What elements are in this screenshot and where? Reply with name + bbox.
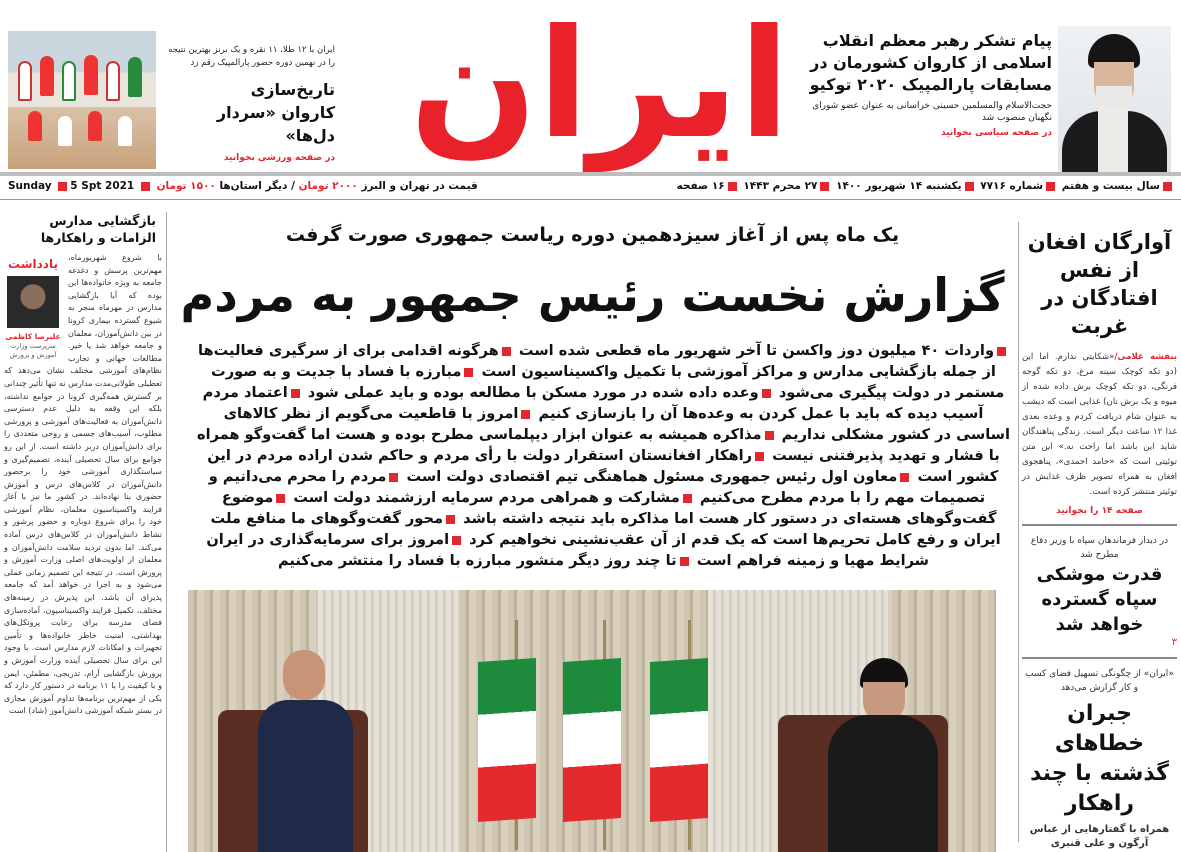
afghan-story-body <box>1022 350 1177 500</box>
lead-bullet: محور گفت‌وگوهای ما منافع ملت ایران و رفع کامل تحریم‌ها است که یک قدم از آن عقب‌نشینی نخواهیم کرد <box>210 510 1001 548</box>
bullet-square-icon <box>389 473 398 482</box>
issue-number: شماره ۷۷۱۶ <box>980 180 1044 192</box>
business-story-sub: همراه با گفتارهایی از عباس آرگون و علی قنبری <box>1029 824 1170 849</box>
volume: سال بیست و هفتم <box>1061 180 1160 192</box>
lead-bullet: امروز برای سرمایه‌گذاری در ایران شرایط مهیا و زمینه فراهم است <box>206 531 930 569</box>
sports-teaser[interactable] <box>165 44 335 163</box>
price-other: ۱۵۰۰ تومان <box>156 180 216 192</box>
lead-bullet: راهکار افغانستان استقرار دولت با رأی مردم و حاکم شدن اراده مردم در این کشور است <box>207 447 999 485</box>
sports-title-2: کاروان «سردار دل‌ها» <box>216 103 335 145</box>
bullet-square-icon <box>997 347 1006 356</box>
bullet-square-icon <box>291 389 300 398</box>
hijri-date: ۲۷ محرم ۱۴۴۳ <box>743 180 818 192</box>
leader-photo <box>1058 26 1171 176</box>
page-count: ۱۶ صفحه <box>676 180 725 192</box>
sports-read-more-link[interactable]: در صفحه ورزشی بخوانید <box>223 153 335 163</box>
afghan-story-title[interactable]: آوارگان افغان از نفس افتادگان در غربت <box>1027 230 1172 338</box>
price-dateline <box>8 180 478 192</box>
right-column <box>1022 228 1177 851</box>
header-rule <box>0 172 1181 176</box>
bullet-square-icon <box>452 536 461 545</box>
persian-date: یکشنبه ۱۴ شهریور ۱۴۰۰ <box>836 180 962 192</box>
bullet-square-icon <box>276 494 285 503</box>
bullet-square-icon <box>765 431 774 440</box>
story-separator <box>1022 657 1177 659</box>
lead-bullet: مردم را محرم می‌دانیم و تصمیمات مهم را با مردم مطرح می‌کنیم <box>208 468 986 506</box>
bullet-square-icon <box>680 557 689 566</box>
lead-kicker: یک ماه پس از آغاز سیزدهمین دوره ریاست جمهوری صورت گرفت <box>285 224 900 246</box>
olympic-team-photo <box>8 31 156 169</box>
lead-bullet: مبارزه با فساد با جدیت و به صورت مستمر در دولت پیگیری می‌شود <box>211 363 1005 401</box>
afghan-read-more-link[interactable]: صفحه ۱۴ را بخوانید <box>1056 506 1143 516</box>
lead-bullet: تا چند روز دیگر منشور مبارزه با فساد را منتشر می‌کنیم <box>277 552 677 569</box>
english-date: 5 Spt 2021 <box>70 180 135 192</box>
note-label: یادداشت <box>8 257 58 271</box>
bullet-square-icon <box>755 452 764 461</box>
president-interview-photo <box>188 590 996 852</box>
editorial-text-intro: با شروع شهریورماه، مهم‌ترین پرسش و دغدغه جامعه به ویژه خانواده‌ها این بوده که آیا بازگشایی مدارس در مهرماه منجر به شیوع گسترده بیماری کرونا در بین دانش‌آموزان، معلمان و جامعه <box>68 253 162 351</box>
author-photo <box>7 276 59 328</box>
author-box <box>4 256 62 360</box>
price-tehran: ۲۰۰۰ تومان <box>298 180 358 192</box>
lead-bullet: مشارکت و همراهی مردم سرمایه ارزشمند دولت است <box>293 489 680 506</box>
bullet-square-icon <box>521 410 530 419</box>
lead-bullet: موضوع گفت‌وگوهای هسته‌ای در دستور کار هست اما مذاکره باید نتیجه داشته باشد <box>221 489 997 527</box>
author-role: سرپرست وزارت آموزش و پرورش <box>9 342 57 359</box>
lead-bullet: واردات ۴۰ میلیون دوز واکسن تا آخر شهریور ماه قطعی شده است <box>518 342 995 359</box>
leader-teaser[interactable] <box>800 30 1052 138</box>
column-divider <box>166 212 167 852</box>
english-weekday: Sunday <box>8 180 52 192</box>
leader-title: پیام تشکر رهبر معظم انقلاب اسلامی از کاروان کشورمان در مسابقات پارالمپیک ۲۰۲۰ توکیو <box>809 31 1052 94</box>
leader-sub: حجت‌الاسلام والمسلمین حسینی خراسانی به عنوان عضو شورای نگهبان منصوب شد <box>812 101 1052 123</box>
editorial-body <box>4 252 162 718</box>
lead-headline[interactable]: گزارش نخست رئیس جمهور به مردم <box>180 268 1005 322</box>
business-story-kicker: «ایران» از چگونگی تسهیل فضای کسب و کار گزارش می‌دهد <box>1025 669 1174 693</box>
newspaper-logo <box>409 0 790 172</box>
afghan-story-author: بنفشه غلامی/ <box>1114 352 1177 362</box>
bullet-square-icon <box>464 368 473 377</box>
lead-bullet: مذاکره همیشه به عنوان ابزار دیپلماسی مطرح بوده و هست اما گفت‌وگو همراه با فشار و تهدید پذیرفتنی نیست <box>196 426 1000 464</box>
editorial-title: بازگشایی مدارس الزامات و راهکارها <box>40 213 156 245</box>
bullet-square-icon <box>683 494 692 503</box>
lead-bullets <box>196 340 1011 571</box>
dateline-rule <box>0 199 1181 200</box>
lead-bullet: امروز با قاطعیت می‌گویم از نظر کالاهای اساسی در کشور مشکلی نداریم <box>223 405 1011 443</box>
missile-story-page: ۳ <box>1171 637 1177 648</box>
lead-bullet: وعده داده شده در مورد مسکن با مطالعه بوده و باید عملی شود <box>307 384 759 401</box>
bullet-square-icon <box>900 473 909 482</box>
column-divider <box>1018 222 1019 842</box>
price-label: قیمت در تهران و البرز <box>361 180 478 192</box>
editorial-text-body: خواهد شد یا خیر. مطالعات جهانی و تجارب نظام‌های آموزشی مختلف نشان می‌دهد که تعطیلی طولانی‌مدت مدارس نه تنها تأثیر چندانی بر گسترش همه‌گیری کرونا در جوامع نداشته، بلکه این وقفه به دلیل عدم دسترسی دانش‌آموزان به فعالیت‌های آموزشی و پرورشی مطلوب، آسیب‌های جسمی و روحی متعددی را برای دانش‌آموزان دربر داشته است. از این رو جوامع برای سال تحصیلی آینده، تصمیم‌گیری و سیاستگذاری آموزشی خود را برحضور دانش‌آموزان در کلاس‌های درس و آموزش حضوری بنا نهاده‌اند. در کشور ما نیز با آغاز فرایند واکسیناسیون معلمان، نظام آموزشی خود را برای شروع دوباره و حضور پرشور و نشاط دانش‌آموزان در کلاس‌های درس آماده می‌کند. اما بدون تردید سلامت دانش‌آموزان و معلمان از اولویت‌های اصلی وزارت آموزش و پرورش است. در نتیجه این تصمیم زمانی عملی می‌شود و به اجرا در خواهد آمد که جامعه پذیرای آن باشد. این پذیرش در زمینه‌های مختلف، تکمیل فرایند واکسیناسیون، آماده‌سازی فضای مدرسه برای رعایت پروتکل‌های بهداشتی، امنیت خاطر خانواده‌ها و تأمین تجهیزات و امکانات لازم مدارس است. با وجود این برای سال تحصیلی آینده وزارت آموزش و پرورش بازگشایی آرام، تدریجی، مطمئن، ایمن و با کیفیت را با ۱۱ برنامه در دستور کار دارد که یکی از مهم‌ترین برنامه‌ها تداوم آموزش مجازی در بستر شبکه آموزشی دانش‌آموز (شاد) است <box>4 341 163 716</box>
logo-text: ایران <box>409 0 790 172</box>
editorial-column[interactable] <box>4 212 162 718</box>
bullet-square-icon <box>502 347 511 356</box>
sports-title-1: تاریخ‌سازی <box>250 80 335 99</box>
lead-bullet: اعتماد مردم آسیب دیده که باید با عمل کردن به وعده‌ها آن را بازسازی کنیم <box>202 384 984 422</box>
lead-bullet: معاون اول رئیس جمهوری مسئول هماهنگی تیم اقتصادی دولت است <box>406 468 898 485</box>
lead-bullet: هرگونه اقدامی برای از سرگیری فعالیت‌ها از جمله بازگشایی مدارس و مراکز آموزشی با تکمیل واکسیناسیون است <box>197 342 996 380</box>
afghan-story-text: «شکایتی ندارم. اما این (دو تکه کوچک سینه مرغ، دو تکه گوجه فرنگی، دو تکه کوچک برش داده شده از میوه و یک برش نان) غذایی است که دیشب به عنوان شام دریافت کردم و وعده بعدی غذا ۱۲ ساعت دیگر است. زندگی پناهندگان شاید این باشد اما راحت نه.» این متن توئیتی است که «حامد احمدی»، پناهجوی افغان به همراه تصویر ظرف غذایش در توئیتر منتشر کرده است. <box>1022 352 1177 497</box>
missile-story-kicker: در دیدار فرماندهان سپاه با وزیر دفاع مطرح شد <box>1030 536 1169 560</box>
bullet-square-icon <box>762 389 771 398</box>
leader-read-more-link[interactable]: در صفحه سیاسی بخوانید <box>940 128 1052 138</box>
price-other-label: / دیگر استان‌ها <box>219 180 295 192</box>
issue-dateline <box>677 180 1175 192</box>
author-name: علیرضا کاظمی <box>5 332 61 341</box>
sports-intro: ایران با ۱۲ طلا، ۱۱ نقره و یک برنز بهترین نتیجه را در نهمین دوره حضور پارالمپیک رقم زد <box>168 45 335 68</box>
story-separator <box>1022 524 1177 526</box>
missile-story-title[interactable]: قدرت موشکی سپاه گسترده خواهد شد <box>1036 564 1163 635</box>
business-story-title[interactable]: جبران خطاهای گذشته با چند راهکار <box>1030 701 1169 816</box>
bullet-square-icon <box>446 515 455 524</box>
